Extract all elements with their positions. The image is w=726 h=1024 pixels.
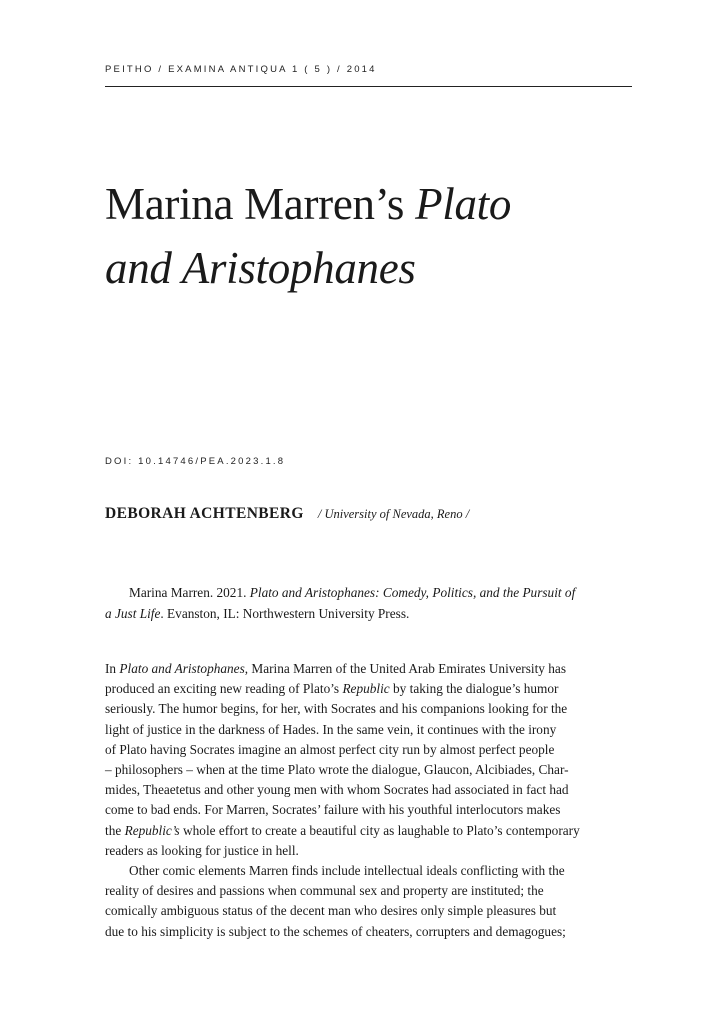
doi: DOI: 10.14746/PEA.2023.1.8 <box>105 456 286 467</box>
body-text <box>105 659 632 942</box>
body-text-span: produced an exciting new reading of Plato’s <box>105 681 343 697</box>
title-text: Marina Marren’s <box>105 179 416 229</box>
body-text-span: whole effort to create a beautiful city as laughable to Plato’s contemporary <box>179 822 580 838</box>
body-italic-span: Republic’s <box>124 822 180 838</box>
citation-book-title: a Just Life <box>105 606 161 621</box>
body-italic-span: Plato and Aristophanes <box>119 661 245 676</box>
author-affiliation: / University of Nevada, Reno / <box>317 507 470 521</box>
body-line <box>105 821 632 841</box>
citation-line <box>105 582 632 603</box>
body-line: – philosophers – when at the time Plato wrote the dialogue, Glaucon, Alcibiades, Char- <box>105 762 569 778</box>
book-citation <box>105 582 632 624</box>
title-italic-text: and Aristophanes <box>105 243 416 293</box>
body-text-span: In <box>105 661 120 676</box>
body-text-span: the <box>105 822 125 838</box>
citation-text: Marina Marren. 2021. <box>129 585 250 600</box>
body-line: reality of desires and passions when communal sex and property are instituted; the <box>105 883 544 899</box>
body-line: mides, Theaetetus and other young men with whom Socrates had associated in fact had <box>105 782 569 798</box>
running-header: PEITHO / EXAMINA ANTIQUA 1 ( 5 ) / 2014 <box>105 64 377 75</box>
body-line: readers as looking for justice in hell. <box>105 842 299 858</box>
body-italic-span: Republic <box>342 681 390 697</box>
body-line <box>105 659 632 679</box>
title-italic-text: Plato <box>415 179 512 229</box>
title-line-2 <box>105 236 645 300</box>
citation-book-title: Plato and Aristophanes: Comedy, Politics, and the Pursuit of <box>249 585 576 600</box>
body-line: seriously. The humor begins, for her, with Socrates and his companions looking for the <box>105 701 568 717</box>
title-line-1 <box>105 172 645 236</box>
body-line: due to his simplicity is subject to the schemes of cheaters, corrupters and demagogues; <box>105 923 566 939</box>
body-text-span: , Marina Marren of the United Arab Emirates University has <box>244 661 566 676</box>
author-line <box>105 505 469 523</box>
citation-text: . Evanston, IL: Northwestern University Press. <box>160 606 410 621</box>
body-line: of Plato having Socrates imagine an almost perfect city run by almost perfect people <box>105 741 555 757</box>
header-rule <box>105 86 632 87</box>
body-line: light of justice in the darkness of Hades. In the same vein, it continues with the irony <box>105 721 557 737</box>
body-line <box>105 679 632 699</box>
citation-line <box>105 603 632 624</box>
article-title <box>105 172 645 300</box>
body-text-span: by taking the dialogue’s humor <box>389 681 559 697</box>
body-line: comically ambiguous status of the decent man who desires only simple pleasures but <box>105 903 557 919</box>
author-name: DEBORAH ACHTENBERG <box>105 505 304 522</box>
body-line: Other comic elements Marren finds include intellectual ideals conflicting with the <box>129 863 565 879</box>
body-line: come to bad ends. For Marren, Socrates’ failure with his youthful interlocutors makes <box>105 802 561 818</box>
